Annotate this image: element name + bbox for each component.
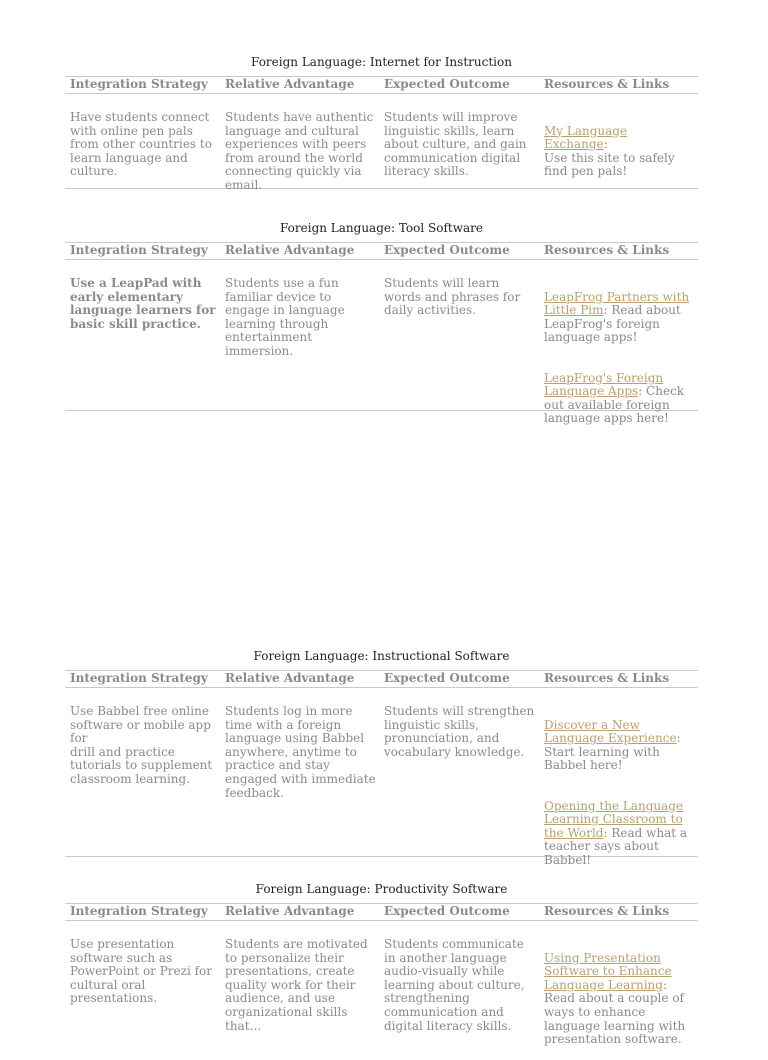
resource-item [544,719,694,773]
outcome-cell: Students will learn words and phrases for daily activities. [384,276,521,318]
header-integration-strategy: Integration Strategy [70,77,208,91]
header-expected-outcome: Expected Outcome [384,904,510,918]
header-integration-strategy: Integration Strategy [70,243,208,257]
resources-cell [539,705,698,867]
header-expected-outcome: Expected Outcome [384,243,510,257]
resource-description: : Read about LeapFrog's foreign language apps! [544,303,681,345]
advantage-cell: Students have authentic language and cultural experiences with peers from around the world connecting quickly via email. [225,110,374,192]
resource-item [544,125,694,179]
resource-description: : Use this site to safely find pen pals! [544,137,675,179]
advantage-cell: Students are motivated to personalize their presentations, create quality work for their audience, and use organizational skills that… [225,937,368,1033]
resource-link-leapfrog-partners[interactable]: LeapFrog Partners with Little Pim [544,289,690,318]
resource-item [544,372,694,426]
resource-item [544,952,694,1047]
section-tool-software [65,220,698,426]
section-internet-for-instruction [65,54,698,192]
header-expected-outcome: Expected Outcome [384,671,510,685]
resource-link-opening-classroom[interactable]: Opening the Language Learning Classroom to the World [544,798,684,840]
table-row [65,260,698,426]
resource-item [544,800,694,868]
table-header-row [65,243,698,260]
header-relative-advantage: Relative Advantage [225,671,355,685]
strategy-cell: Use a LeapPad with early elementary language learners for basic skill practice. [70,276,216,331]
section-instructional-software [65,648,698,867]
advantage-cell: Students log in more time with a foreign language using Babbel anywhere, anytime to practice and stay engaged with immediate feedback. [225,704,376,800]
header-resources-links: Resources & Links [544,671,670,685]
header-integration-strategy: Integration Strategy [70,671,208,685]
resources-cell [539,938,698,1051]
resource-link-leapfrog-apps[interactable]: LeapFrog's Foreign Language Apps [544,370,664,399]
resources-cell [539,277,698,426]
resource-link-presentation-software[interactable]: Using Presentation Software to Enhance Language Learning [544,950,672,992]
section-productivity-software [65,881,698,1051]
advantage-cell: Students use a fun familiar device to engage in language learning through entertainment immersion. [225,276,345,358]
resource-description: : Read about a couple of ways to enhance language learning with presentation software. [544,977,686,1047]
outcome-cell: Students will strengthen linguistic skills, pronunciation, and vocabulary knowledge. [384,704,535,759]
header-integration-strategy: Integration Strategy [70,904,208,918]
resource-link-my-language-exchange[interactable]: My Language Exchange [544,123,628,152]
outcome-cell: Students communicate in another language audio-visually while learning about culture, strengthening communication and digital literacy skills. [384,937,525,1033]
header-relative-advantage: Relative Advantage [225,904,355,918]
strategy-cell: Use Babbel free online software or mobile app for drill and practice tutorials to supplement classroom learning. [70,704,213,786]
header-resources-links: Resources & Links [544,904,670,918]
table-header-row [65,77,698,94]
section-title: Foreign Language: Productivity Software [255,882,508,896]
section-title: Foreign Language: Internet for Instruction [251,55,512,69]
header-resources-links: Resources & Links [544,243,670,257]
outcome-cell: Students will improve linguistic skills, learn about culture, and gain communication digital literacy skills. [384,110,527,179]
header-resources-links: Resources & Links [544,77,670,91]
strategy-cell: Use presentation software such as PowerPoint or Prezi for cultural oral presentations. [70,937,213,1006]
resource-link-discover-new-language[interactable]: Discover a New Language Experience [544,717,677,746]
table-row [65,94,698,192]
table-header-row [65,904,698,921]
table-header-row [65,671,698,688]
header-expected-outcome: Expected Outcome [384,77,510,91]
resource-item [544,291,694,345]
resource-description: : Start learning with Babbel here! [544,731,681,773]
table-row [65,688,698,867]
resource-description: : Read what a teacher says about Babbel! [544,825,688,867]
table-row [65,921,698,1051]
header-relative-advantage: Relative Advantage [225,77,355,91]
resource-description: : Check out available foreign language apps here! [544,384,685,426]
section-title: Foreign Language: Instructional Software [253,649,510,663]
section-title: Foreign Language: Tool Software [280,221,483,235]
header-relative-advantage: Relative Advantage [225,243,355,257]
resources-cell [539,111,698,188]
strategy-cell: Have students connect with online pen pals from other countries to learn language and culture. [70,110,212,179]
